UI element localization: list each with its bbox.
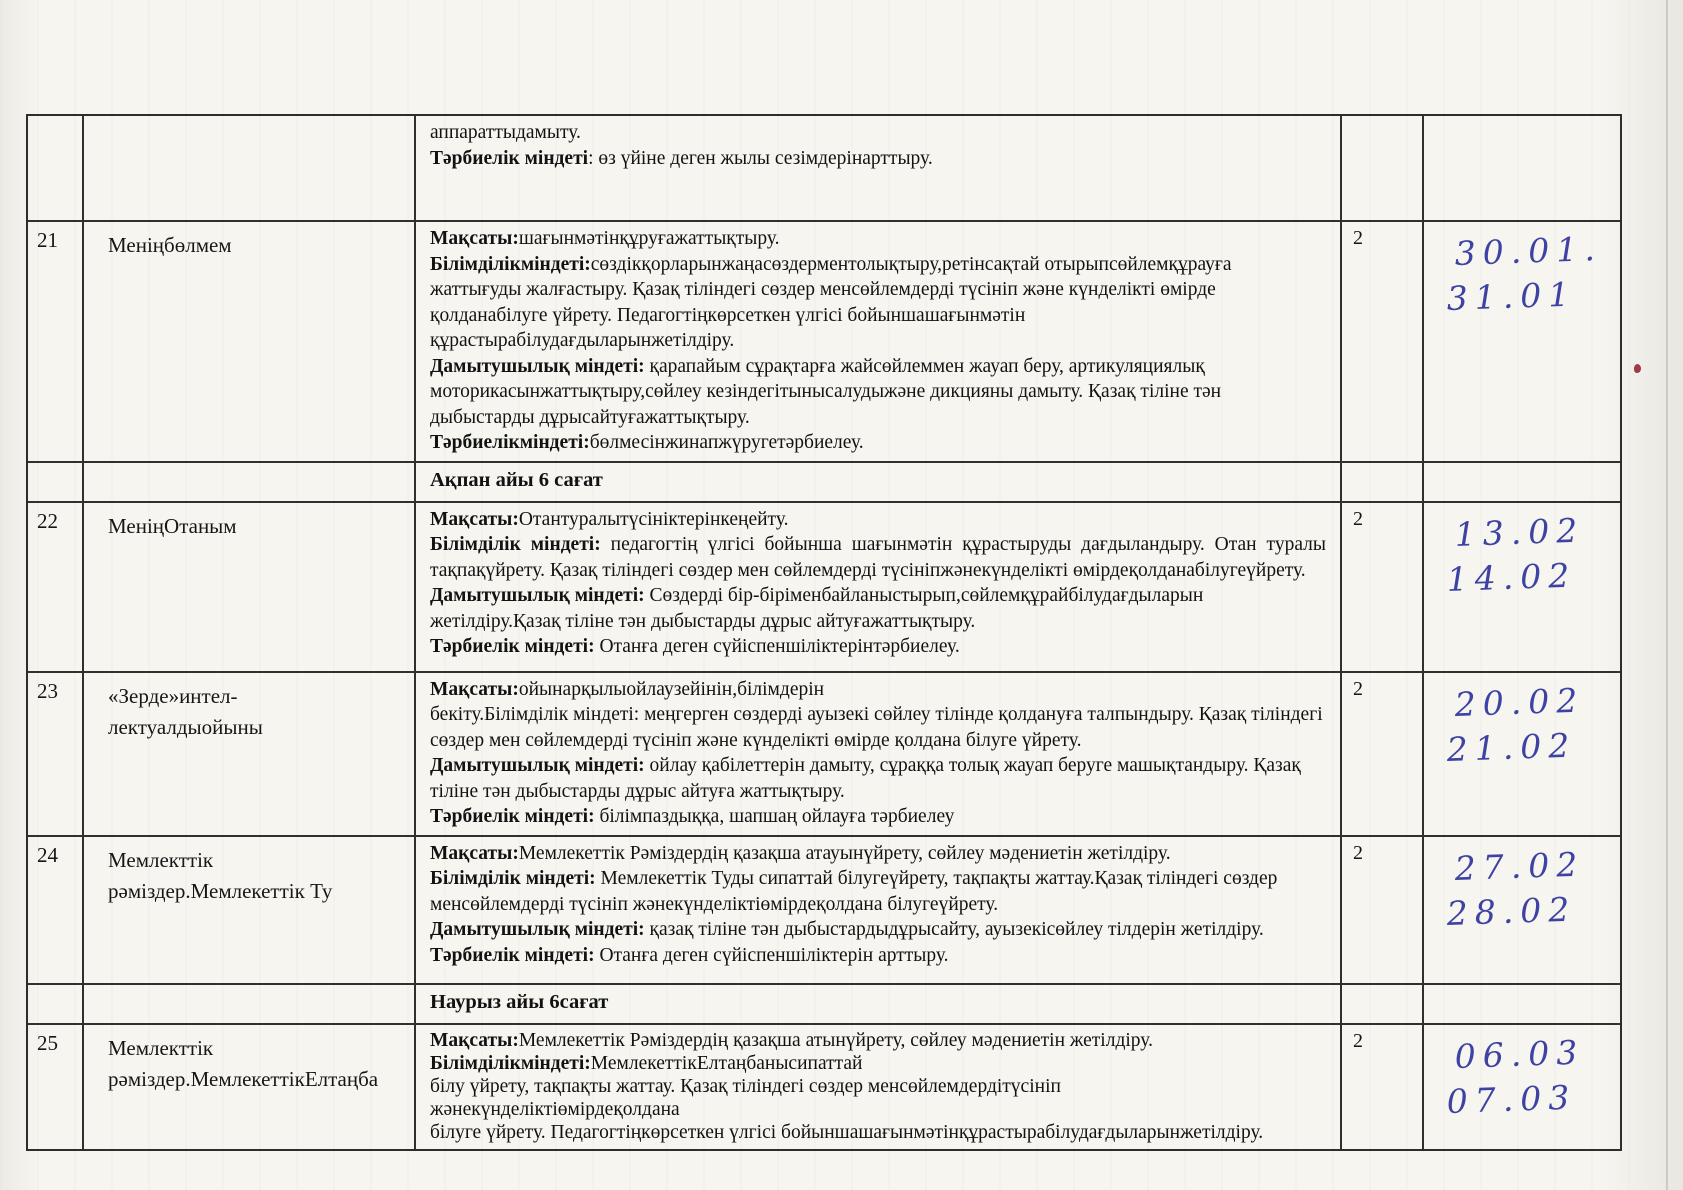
- dates-cell: [1424, 503, 1620, 671]
- hours-cell: [1342, 503, 1424, 671]
- objective-text: бөлмесінжинапжүругетәрбиелеу.: [589, 432, 864, 453]
- objective-text: Мемлекеттік Рәміздердің қазақша атынүйрету, сөйлеу мәдениетін жетілдіру.: [518, 1029, 1153, 1051]
- objective-lead: Тәрбиелік міндеті:: [430, 806, 595, 827]
- objective-lead: Дамытушылық міндеті:: [430, 919, 645, 940]
- month-header-label: Ақпан айы 6 сағат: [430, 468, 603, 491]
- month-header-cell: [416, 463, 1342, 501]
- objective-text: қазақ тіліне тән дыбыстардыдұрысайту, ауызекісөйлеу тілдерін жетілдіру.: [644, 919, 1264, 940]
- month-header-row: [28, 463, 1620, 503]
- objective-lead: Мақсаты:: [430, 228, 519, 249]
- objective-lead: Тәрбиелік міндеті:: [430, 636, 595, 657]
- table-row: [28, 1025, 1620, 1149]
- scan-edge-artifact: [1666, 0, 1668, 1190]
- objective-text: шағынмәтінқұруғажаттықтыру.: [518, 228, 780, 249]
- handwritten-date: 28.02: [1446, 888, 1577, 933]
- empty-number-cell: [28, 985, 84, 1023]
- objective-text: бекіту.Білімділік міндеті: меңгерген сөздерді ауызекі сөйлеу тілінде қолдануға талпындыру. Қазақ тіліндегі сөздер мен сөйлемдерді түсініп және күнделікті өмірде қолдана білуге үйрету.: [430, 704, 1323, 751]
- empty-number-cell: [28, 463, 84, 501]
- handwritten-date: 31.01: [1446, 274, 1577, 318]
- handwritten-date: 06.03: [1454, 1031, 1585, 1076]
- objective-paragraph: [430, 1075, 1326, 1098]
- empty-hours-cell: [1342, 985, 1424, 1023]
- empty-dates-cell: [1424, 985, 1620, 1023]
- objective-paragraph: [430, 702, 1326, 753]
- handwritten-date: 30.01.: [1454, 228, 1603, 273]
- dates-cell: [1424, 222, 1620, 461]
- objective-text: білуге үйрету. Педагогтіңкөрсеткен үлгісі бойыншашағынмәтінқұрастырабілудағдыларынжетілдіру.: [430, 1121, 1264, 1143]
- hours-value: 2: [1353, 227, 1363, 249]
- objective-text: МемлекеттікЕлтаңбанысипаттай: [590, 1052, 863, 1074]
- topic-line: Мемлекттік: [108, 1035, 214, 1060]
- objective-lead: Мақсаты:: [430, 508, 519, 530]
- objectives-cell: [416, 1025, 1342, 1149]
- objective-lead: Білімділікміндеті:: [430, 253, 591, 275]
- topic-line: Мемлекттік: [108, 847, 214, 872]
- objective-text: Мемлекеттік Туды сипаттай білугеүйрету, тақпақты жаттау.Қазақ тіліндегі сөздер менсөйлемдерді түсініп жәнекүнделіктіөмірдеқолдана білугеүйрету.: [430, 868, 1278, 915]
- objectives-cell: [416, 116, 1342, 220]
- topic-cell: [84, 222, 416, 461]
- table-row-continuation: [28, 116, 1620, 222]
- handwritten-date: 21.02: [1446, 724, 1577, 769]
- objective-lead: Тәрбиелік міндеті: [430, 147, 589, 169]
- objective-lead: Мақсаты:: [430, 678, 519, 700]
- empty-topic-cell: [84, 116, 416, 220]
- objective-paragraph: [430, 1029, 1326, 1052]
- objective-paragraph: [430, 866, 1326, 917]
- objective-lead: Дамытушылық міндеті:: [430, 585, 645, 606]
- objective-lead: Білімділік міндеті:: [430, 868, 596, 889]
- objective-paragraph: [430, 226, 1326, 252]
- table-row: [28, 503, 1620, 673]
- objective-lead: Дамытушылық міндеті:: [430, 355, 645, 377]
- objective-lead: Мақсаты:: [430, 842, 519, 864]
- topic-cell: [84, 1025, 416, 1149]
- objectives-cell: [416, 503, 1342, 671]
- objective-paragraph: [430, 532, 1326, 583]
- dates-cell: [1424, 673, 1620, 835]
- objective-text: Мемлекеттік Рәміздердің қазақша атауынүйрету, сөйлеу мәдениетін жетілдіру.: [518, 842, 1171, 864]
- table-row: [28, 837, 1620, 985]
- objective-text: жәнекүнделіктіөмірдеқолдана: [430, 1098, 680, 1120]
- empty-topic-cell: [84, 985, 416, 1023]
- hours-cell: [1342, 1025, 1424, 1149]
- objective-lead: Тәрбиелікміндеті:: [430, 432, 590, 453]
- empty-dates-cell: [1424, 463, 1620, 501]
- objective-text: ойынарқылыойлаузейінін,білімдерін: [518, 678, 825, 700]
- objective-text: педагогтің үлгісі бойынша шағынмәтін құрастыруды дағдыландыру. Отан туралы тақпақүйрету. Қазақ тіліндегі сөздер мен сөйлемдерді түсініпжәнекүнделікті өмірдеқолданабілугеүйрету.: [430, 534, 1326, 581]
- objective-text: : өз үйіне деген жылы сезімдерінарттыру.: [588, 147, 933, 169]
- row-number-cell: [28, 673, 84, 835]
- empty-hours-cell: [1342, 116, 1424, 220]
- row-number: 24: [37, 842, 58, 867]
- objective-paragraph: [430, 634, 1326, 660]
- objective-paragraph: [430, 1052, 1326, 1075]
- objective-lead: Тәрбиелік міндеті:: [430, 944, 595, 966]
- topic-cell: [84, 503, 416, 671]
- objective-paragraph: [430, 753, 1326, 804]
- row-number: 21: [37, 228, 58, 252]
- objective-paragraph: [430, 507, 1326, 533]
- objectives-cell: [416, 673, 1342, 835]
- topic-cell: [84, 837, 416, 983]
- objective-lead: Білімділік міндеті:: [430, 534, 601, 555]
- objective-paragraph: [430, 943, 1326, 969]
- row-number: 25: [37, 1030, 58, 1055]
- handwritten-date: 20.02: [1454, 679, 1585, 724]
- row-number-cell: [28, 222, 84, 461]
- objective-text: білімпаздыққа, шапшаң ойлауға тәрбиелеу: [594, 806, 955, 827]
- objective-lead: Мақсаты:: [430, 1029, 519, 1051]
- table-row: [28, 222, 1620, 463]
- hours-value: 2: [1353, 841, 1363, 864]
- objective-text: Отантуралытүсініктерінкеңейту.: [518, 508, 789, 530]
- objective-text: білу үйрету, тақпақты жаттау. Қазақ тіліндегі сөздер менсөйлемдердітүсініп: [430, 1075, 1061, 1097]
- hours-value: 2: [1353, 507, 1363, 530]
- topic-cell: [84, 673, 416, 835]
- topic-line: рәміздер.МемлекеттікЕлтаңба: [108, 1066, 379, 1091]
- objective-paragraph: [430, 146, 1326, 172]
- topic-line: МеніңОтаным: [108, 513, 237, 538]
- objective-paragraph: [430, 1098, 1326, 1121]
- row-number-cell: [28, 837, 84, 983]
- objective-text: қарапайым сұрақтарға жайсөйлеммен жауап беру, артикуляциялық моторикасынжаттықтыру,сөйлеу кезіндегітынысалудыжәне дикцияны дамыту. Қазақ тіліне тән дыбыстарды дұрысайтуғажаттықтыру.: [430, 355, 1222, 428]
- empty-number-cell: [28, 116, 84, 220]
- empty-topic-cell: [84, 463, 416, 501]
- row-number-cell: [28, 1025, 84, 1149]
- month-header-label: Наурыз айы 6сағат: [430, 990, 609, 1013]
- objective-text: ойлау қабілеттерін дамыту, сұраққа толық жауап беруге машықтандыру. Қазақ тіліне тән дыбыстарды дұрыс айтуға жаттықтыру.: [430, 755, 1301, 802]
- handwritten-date: 14.02: [1446, 554, 1577, 599]
- objective-paragraph: [430, 430, 1326, 456]
- month-header-cell: [416, 985, 1342, 1023]
- hours-value: 2: [1353, 1029, 1363, 1052]
- dates-cell: [1424, 1025, 1620, 1149]
- hours-cell: [1342, 222, 1424, 461]
- hours-value: 2: [1353, 677, 1363, 700]
- hours-cell: [1342, 673, 1424, 835]
- objective-text: сөздікқорларынжаңасөздерментолықтыру,ретінсақтай отырыпсөйлемқұрауға жаттығуды жалғастыру. Қазақ тіліндегі сөздер менсөйлемдерді түсініп және күнделікті өмірде қолданабілуге үйрету. Педагогтіңкөрсеткен үлгісі бойыншашағынмәтін құрастырабілудағдыларынжетілдіру.: [430, 253, 1232, 351]
- objective-paragraph: [430, 917, 1326, 943]
- objective-paragraph: [430, 252, 1326, 354]
- topic-line: рәміздер.Мемлекеттік Ту: [108, 878, 333, 903]
- objective-paragraph: [430, 841, 1326, 867]
- objective-text: Отанға деген сүйіспеншіліктерін арттыру.: [594, 944, 949, 966]
- handwritten-date: 13.02: [1454, 509, 1585, 554]
- objective-paragraph: [430, 1121, 1326, 1144]
- objective-paragraph: [430, 583, 1326, 634]
- topic-line: Меніңбөлмем: [108, 233, 232, 257]
- objective-lead: Дамытушылық міндеті:: [430, 755, 645, 776]
- topic-line: «Зерде»интел-: [108, 683, 238, 708]
- objectives-cell: [416, 222, 1342, 461]
- lesson-plan-table: [26, 114, 1622, 1151]
- hours-cell: [1342, 837, 1424, 983]
- objective-paragraph: [430, 354, 1326, 431]
- objective-lead: Білімділікміндеті:: [430, 1052, 591, 1074]
- row-number-cell: [28, 503, 84, 671]
- row-number: 22: [37, 508, 58, 533]
- red-ink-speck: [1634, 364, 1641, 373]
- objective-paragraph: [430, 804, 1326, 830]
- dates-cell: [1424, 837, 1620, 983]
- objective-text: Сөздерді бір-біріменбайланыстырып,сөйлемқұрайбілудағдыларын жетілдіру.Қазақ тіліне тән дыбыстарды дұрыс айтуғажаттықтыру.: [430, 585, 1204, 632]
- empty-hours-cell: [1342, 463, 1424, 501]
- month-header-row: [28, 985, 1620, 1025]
- table-row: [28, 673, 1620, 837]
- objective-paragraph: [430, 120, 1326, 146]
- empty-dates-cell: [1424, 116, 1620, 220]
- row-number: 23: [37, 678, 58, 703]
- objective-paragraph: [430, 677, 1326, 703]
- handwritten-date: 27.02: [1454, 843, 1585, 888]
- objective-text: Отанға деген сүйіспеншіліктерінтәрбиелеу.: [594, 636, 960, 657]
- objective-text: аппараттыдамыту.: [430, 122, 581, 143]
- handwritten-date: 07.03: [1446, 1076, 1577, 1121]
- topic-line: лектуалдыойыны: [108, 714, 263, 739]
- objectives-cell: [416, 837, 1342, 983]
